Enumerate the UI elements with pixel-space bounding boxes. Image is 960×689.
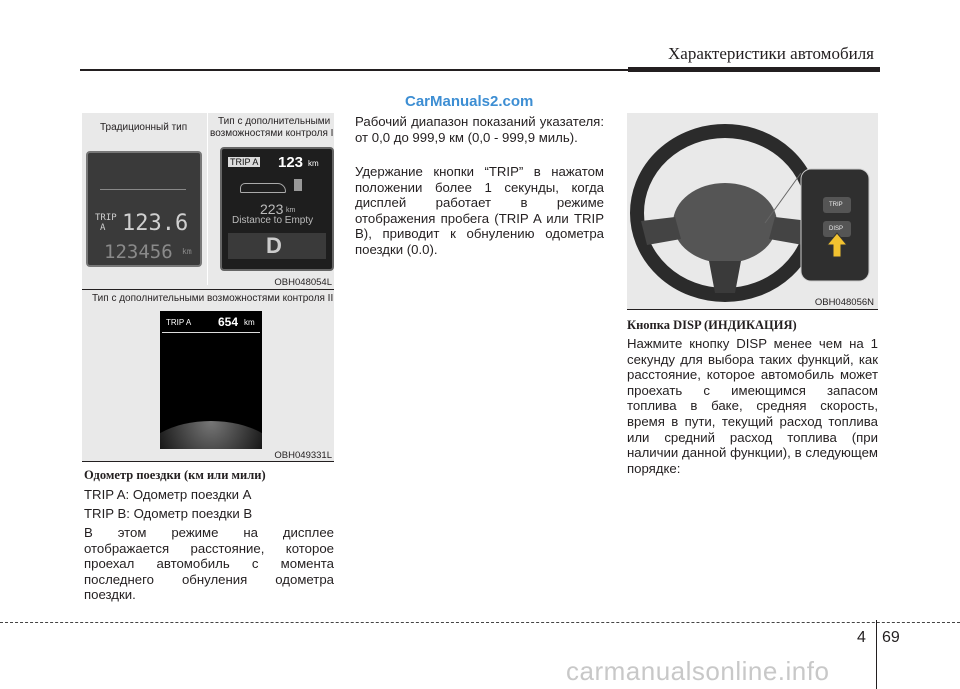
odo-value: 123456 — [104, 241, 173, 263]
tft-trip-value: 123 — [278, 154, 304, 171]
trip-label-2: A — [100, 223, 106, 233]
watermark-link[interactable]: CarManuals2.com — [405, 93, 534, 110]
lcd-line — [100, 189, 186, 190]
col3-para: Нажмите кнопку DISP менее чем на 1 секунду для выбора таких функций, как расстояние, которое автомобиль может проехать с имеющимся запасом топлива в баке, средняя скорость, время в пути, текущий расход топлива или средний расход топлива (при наличии данной функции), в следующем порядке: — [627, 336, 878, 476]
fig2-trip: TRIP A — [166, 318, 192, 327]
callout-line — [765, 173, 801, 223]
disp-button-label: DISP — [829, 226, 844, 232]
fig1-label-right-1: Тип с дополнительными — [218, 116, 331, 127]
fig2-bottom-rule — [82, 461, 334, 462]
col1-para: В этом режиме на дисплее отображается расстояние, которое проехал автомобиль с момента последнего обнуления одометра поездки. — [84, 525, 334, 603]
footer-watermark[interactable]: carmanualsonline.info — [566, 656, 830, 686]
fig1-label-left: Традиционный тип — [100, 122, 188, 133]
tft-dte-value: 223 — [260, 201, 284, 217]
col1-heading: Одометр поездки (км или мили) — [84, 468, 266, 482]
fig3-bottom-rule — [627, 309, 878, 310]
tft-dte-label: Distance to Empty — [232, 215, 314, 226]
fig2-value: 654 — [218, 315, 239, 329]
bottom-dashed-rule — [0, 622, 960, 623]
fig2-line — [162, 332, 260, 333]
col1-line2: TRIP B: Одометр поездки B — [84, 506, 253, 521]
fig1-bottom-rule — [82, 289, 334, 290]
tft-trip-badge: TRIP A — [230, 157, 259, 167]
tft-gear: D — [266, 233, 282, 258]
page-header-title: Характеристики автомобиля — [668, 44, 874, 63]
col2-para1: Рабочий диапазон показаний указателя: от 0,0 до 999,9 км (0,0 - 999,9 миль). — [355, 114, 604, 145]
tft-car-icon — [240, 183, 286, 193]
col3-heading: Кнопка DISP (ИНДИКАЦИЯ) — [627, 318, 797, 332]
steering-wheel-illustration — [627, 113, 878, 309]
fig1-label-right-2: возможностями контроля I — [210, 128, 334, 139]
fig2-code: OBH049331L — [274, 450, 332, 461]
chapter-number: 4 — [857, 629, 866, 646]
fig1-code: OBH048054L — [274, 277, 332, 288]
fig2-unit: km — [244, 318, 255, 327]
trip-label-1: TRIP — [95, 213, 117, 223]
fig2-display — [160, 311, 262, 449]
wheel-hub — [673, 183, 777, 263]
header-tab-bar — [628, 67, 880, 72]
odo-unit: km — [182, 247, 192, 256]
fig1-divider — [207, 113, 208, 285]
fuel-pump-icon — [294, 179, 302, 191]
fig2-label: Тип с дополнительными возможностями контроля II — [92, 293, 334, 304]
figure-cluster-types — [82, 113, 334, 291]
wheel-spoke-left — [641, 217, 681, 245]
fig2-arc — [160, 421, 262, 449]
col2-para2: Удержание кнопки “TRIP” в нажатом положении более 1 секунды, когда дисплей работает в режиме отображения пробега (TRIP A или TRIP B), приводит к обнулению одометра поездки (0.0). — [355, 164, 604, 257]
figure-steering-wheel — [627, 113, 878, 309]
figure-cluster-type-2 — [82, 291, 334, 461]
page-number-divider — [876, 620, 877, 689]
page-number: 69 — [882, 629, 900, 646]
fig3-code: OBH048056N — [814, 297, 874, 308]
traditional-lcd — [86, 151, 202, 267]
col1-line1: TRIP A: Одометр поездки A — [84, 487, 252, 502]
tft-dte-unit: km — [286, 207, 296, 214]
trip-button-label: TRIP — [829, 202, 843, 208]
tft-display — [220, 147, 334, 271]
tft-trip-unit: km — [308, 159, 319, 168]
trip-value: 123.6 — [122, 211, 189, 236]
